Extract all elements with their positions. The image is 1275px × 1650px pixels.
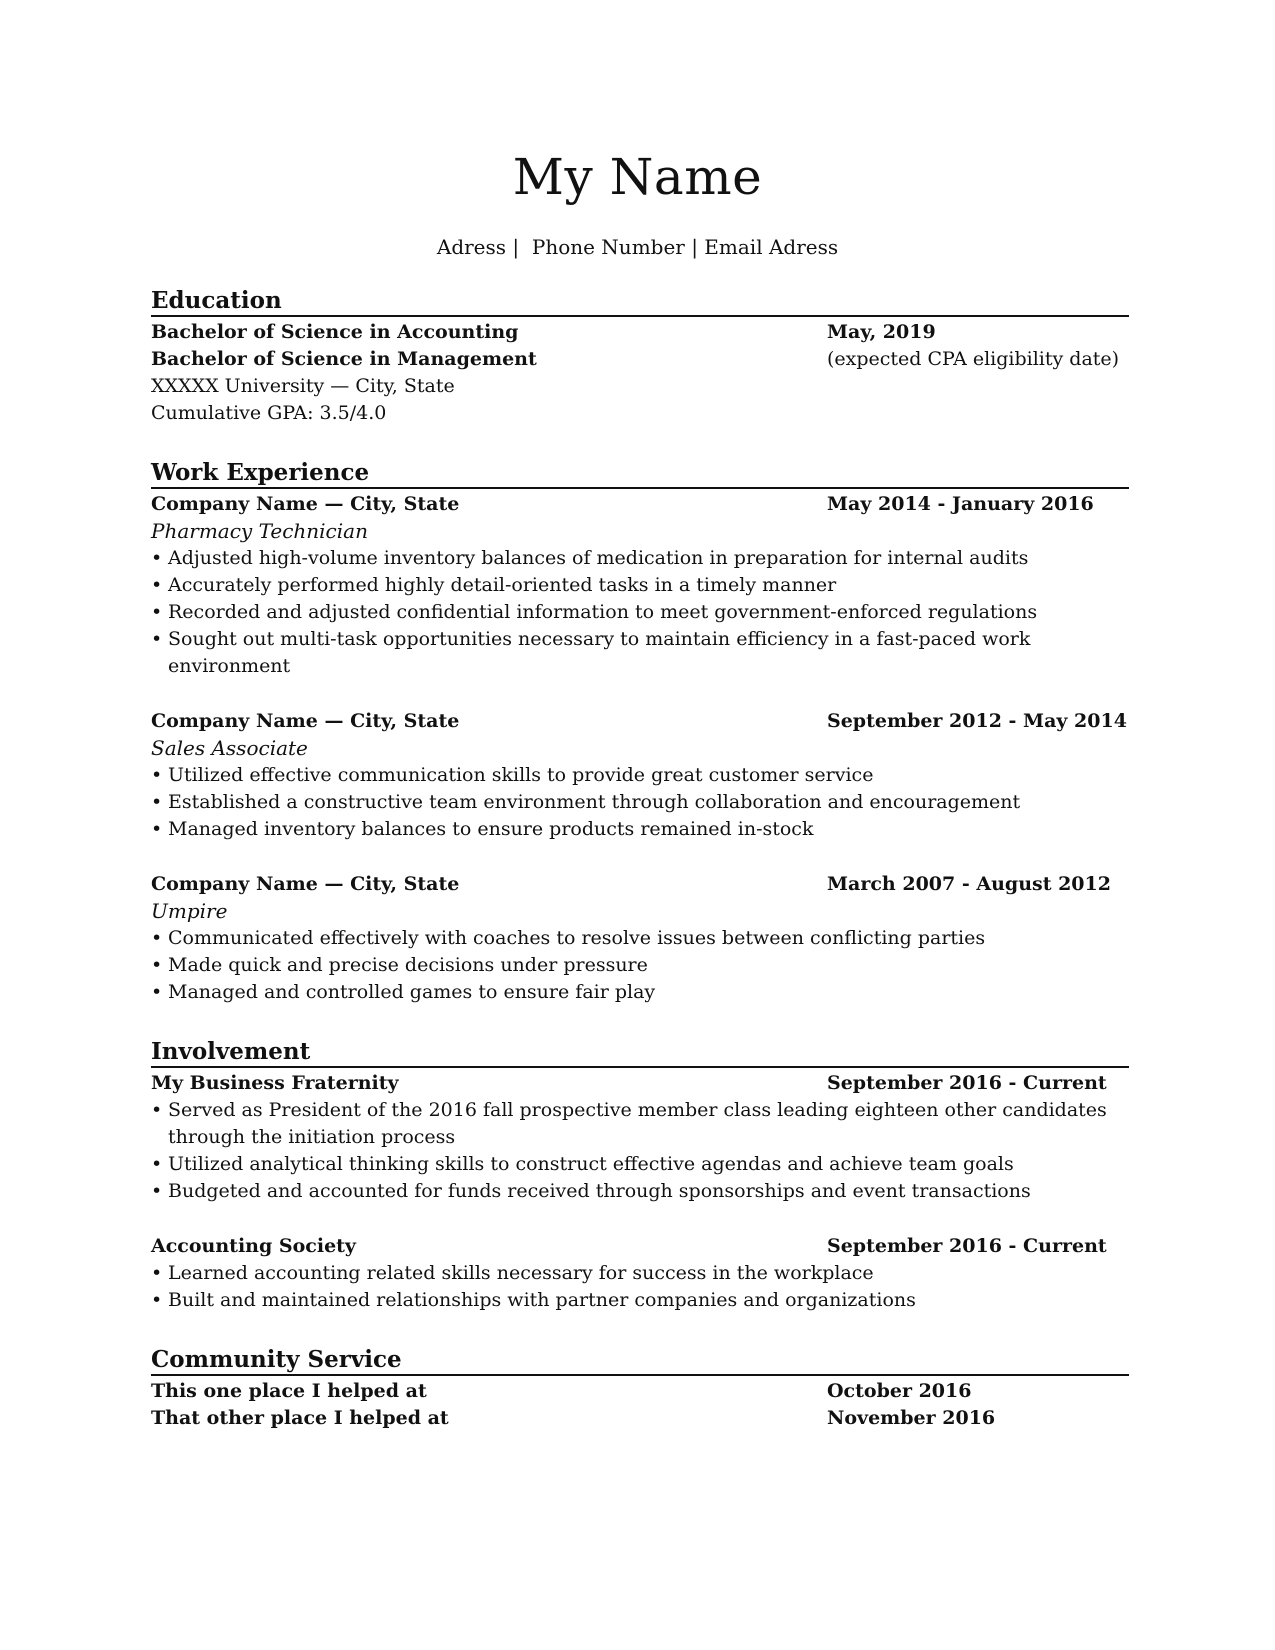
bullet-item: • Established a constructive team environment through collaboration and encouragement xyxy=(151,789,1129,816)
job-header xyxy=(151,871,1129,898)
bullet-item: • Built and maintained relationships with partner companies and organizations xyxy=(151,1287,1129,1314)
job-bullets xyxy=(151,925,1129,1006)
job-header xyxy=(151,491,1129,518)
organization-name: Accounting Society xyxy=(151,1235,356,1257)
community-row xyxy=(151,1378,1129,1405)
bullet-item: • Made quick and precise decisions under pressure xyxy=(151,952,1129,979)
job-bullets xyxy=(151,762,1129,843)
job-dates: May 2014 - January 2016 xyxy=(827,493,1094,515)
job-title: Umpire xyxy=(151,899,228,923)
resume-name: My Name xyxy=(512,148,763,206)
involvement-list xyxy=(151,1070,1129,1314)
graduation-date-note: (expected CPA eligibility date) xyxy=(827,348,1120,370)
involvement-dates: September 2016 - Current xyxy=(827,1072,1107,1094)
involvement-dates: September 2016 - Current xyxy=(827,1235,1107,1257)
education-row-1 xyxy=(151,319,1129,346)
job-bullets xyxy=(151,545,1129,680)
service-date: October 2016 xyxy=(827,1380,972,1402)
section-heading-involvement: Involvement xyxy=(151,1039,1129,1068)
community-row xyxy=(151,1405,1129,1432)
bullet-item: • Budgeted and accounted for funds received through sponsorships and event transactions xyxy=(151,1178,1129,1205)
involvement-section xyxy=(151,1039,1129,1314)
bullet-item: • Managed and controlled games to ensure fair play xyxy=(151,979,1129,1006)
involvement-header xyxy=(151,1070,1129,1097)
graduation-date: May, 2019 xyxy=(827,321,936,343)
company-name: Company Name — City, State xyxy=(151,710,460,732)
involvement-bullets xyxy=(151,1260,1129,1314)
involvement-entry xyxy=(151,1233,1129,1314)
job-entry xyxy=(151,491,1129,680)
school: XXXXX University — City, State xyxy=(151,375,455,397)
company-name: Company Name — City, State xyxy=(151,873,460,895)
gpa: Cumulative GPA: 3.5/4.0 xyxy=(151,402,387,424)
bullet-item: • Recorded and adjusted confidential information to meet government-enforced regulations xyxy=(151,599,1129,626)
service-date: November 2016 xyxy=(827,1407,996,1429)
degree-2: Bachelor of Science in Management xyxy=(151,348,537,370)
job-entry xyxy=(151,708,1129,843)
involvement-entry xyxy=(151,1070,1129,1205)
section-heading-work: Work Experience xyxy=(151,460,1129,489)
contact-line: Adress | Phone Number | Email Adress xyxy=(436,235,839,259)
job-entry xyxy=(151,871,1129,1006)
job-title: Pharmacy Technician xyxy=(151,519,368,543)
community-section xyxy=(151,1347,1129,1432)
degree-1: Bachelor of Science in Accounting xyxy=(151,321,519,343)
bullet-item: • Communicated effectively with coaches to resolve issues between conflicting parties xyxy=(151,925,1129,952)
job-list xyxy=(151,491,1129,1006)
bullet-item: • Utilized analytical thinking skills to construct effective agendas and achieve team goals xyxy=(151,1151,1129,1178)
company-name: Company Name — City, State xyxy=(151,493,460,515)
organization-name: My Business Fraternity xyxy=(151,1072,399,1094)
community-list xyxy=(151,1378,1129,1432)
education-row-2 xyxy=(151,346,1129,373)
section-heading-community: Community Service xyxy=(151,1347,1129,1376)
work-section xyxy=(151,460,1129,1006)
bullet-item: • Accurately performed highly detail-oriented tasks in a timely manner xyxy=(151,572,1129,599)
involvement-bullets xyxy=(151,1097,1129,1205)
section-heading-education: Education xyxy=(151,288,1129,317)
involvement-header xyxy=(151,1233,1129,1260)
job-dates: September 2012 - May 2014 xyxy=(827,710,1127,732)
service-place: This one place I helped at xyxy=(151,1380,427,1402)
education-section xyxy=(151,288,1129,427)
bullet-item: • Adjusted high-volume inventory balances of medication in preparation for internal audits xyxy=(151,545,1129,572)
bullet-item: • Utilized effective communication skills to provide great customer service xyxy=(151,762,1129,789)
service-place: That other place I helped at xyxy=(151,1407,449,1429)
job-header xyxy=(151,708,1129,735)
bullet-item: • Sought out multi-task opportunities necessary to maintain efficiency in a fast-paced work environment xyxy=(151,626,1129,680)
resume-body xyxy=(151,288,1129,1432)
bullet-item: • Learned accounting related skills necessary for success in the workplace xyxy=(151,1260,1129,1287)
job-title: Sales Associate xyxy=(151,736,308,760)
bullet-item: • Served as President of the 2016 fall prospective member class leading eighteen other candidates through the initiation process xyxy=(151,1097,1129,1151)
bullet-item: • Managed inventory balances to ensure products remained in-stock xyxy=(151,816,1129,843)
job-dates: March 2007 - August 2012 xyxy=(827,873,1111,895)
